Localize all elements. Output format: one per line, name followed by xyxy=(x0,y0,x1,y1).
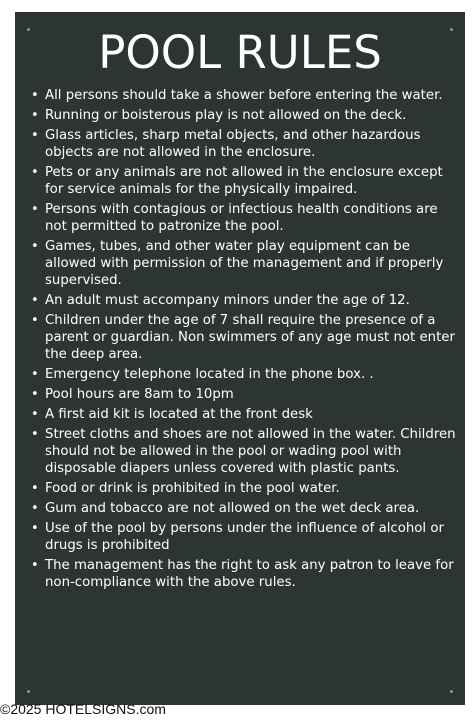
rule-item xyxy=(31,312,463,363)
rule-item xyxy=(31,557,463,591)
sign-title: POOL RULES xyxy=(98,26,382,79)
rule-text: Gum and tobacco are not allowed on the wet deck area. xyxy=(45,501,420,516)
rule-text: An adult must accompany minors under the age of 12. xyxy=(45,293,410,308)
bullet-icon: • xyxy=(31,481,39,496)
rule-text: Children under the age of 7 shall require the presence of a parent or guardian. Non swimmers of any age must not enter the deep area. xyxy=(45,313,455,362)
bullet-icon: • xyxy=(31,202,39,217)
rule-text: Games, tubes, and other water play equipment can be allowed with permission of the management and if properly supervised. xyxy=(45,239,444,288)
rule-text: Use of the pool by persons under the influence of alcohol or drugs is prohibited xyxy=(45,521,444,553)
bullet-icon: • xyxy=(31,501,39,516)
bullet-icon: • xyxy=(31,108,39,123)
rule-text: The management has the right to ask any patron to leave for non-compliance with the above rules. xyxy=(45,558,454,590)
rule-text: Food or drink is prohibited in the pool water. xyxy=(45,481,340,496)
screw-bottom-right-icon xyxy=(450,690,453,693)
bullet-icon: • xyxy=(31,293,39,308)
rule-text: Running or boisterous play is not allowed on the deck. xyxy=(45,108,407,123)
rule-item xyxy=(31,127,463,161)
rule-item xyxy=(31,500,463,517)
rule-text: Street cloths and shoes are not allowed in the water. Children should not be allowed in the pool or wading pool with disposable diapers unless covered with plastic pants. xyxy=(45,427,456,476)
rule-text: All persons should take a shower before entering the water. xyxy=(45,88,443,103)
rule-item xyxy=(31,480,463,497)
pool-rules-sign xyxy=(15,12,465,705)
bullet-icon: • xyxy=(31,427,39,442)
rule-text: Glass articles, sharp metal objects, and other hazardous objects are not allowed in the enclosure. xyxy=(45,128,421,160)
rule-text: Pets or any animals are not allowed in the enclosure except for service animals for the physically impaired. xyxy=(45,165,443,197)
bullet-icon: • xyxy=(31,407,39,422)
rule-item xyxy=(31,87,463,104)
copyright-footer: ©2025 HOTELSIGNS.com xyxy=(0,701,166,717)
bullet-icon: • xyxy=(31,165,39,180)
rule-item xyxy=(31,107,463,124)
screw-bottom-left-icon xyxy=(27,690,30,693)
rule-item xyxy=(31,238,463,289)
bullet-icon: • xyxy=(31,521,39,536)
bullet-icon: • xyxy=(31,558,39,573)
bullet-icon: • xyxy=(31,239,39,254)
rule-item xyxy=(31,386,463,403)
rule-item xyxy=(31,201,463,235)
bullet-icon: • xyxy=(31,367,39,382)
rule-item xyxy=(31,406,463,423)
rule-item xyxy=(31,366,463,383)
rules-list xyxy=(31,87,463,594)
rule-item xyxy=(31,520,463,554)
rule-text: Pool hours are 8am to 10pm xyxy=(45,387,234,402)
bullet-icon: • xyxy=(31,387,39,402)
bullet-icon: • xyxy=(31,313,39,328)
rule-text: Emergency telephone located in the phone box. . xyxy=(45,367,374,382)
rule-text: Persons with contagious or infectious health conditions are not permitted to patronize the pool. xyxy=(45,202,438,234)
bullet-icon: • xyxy=(31,88,39,103)
rule-item xyxy=(31,292,463,309)
rule-item xyxy=(31,164,463,198)
rule-text: A first aid kit is located at the front desk xyxy=(45,407,313,422)
bullet-icon: • xyxy=(31,128,39,143)
rule-item xyxy=(31,426,463,477)
